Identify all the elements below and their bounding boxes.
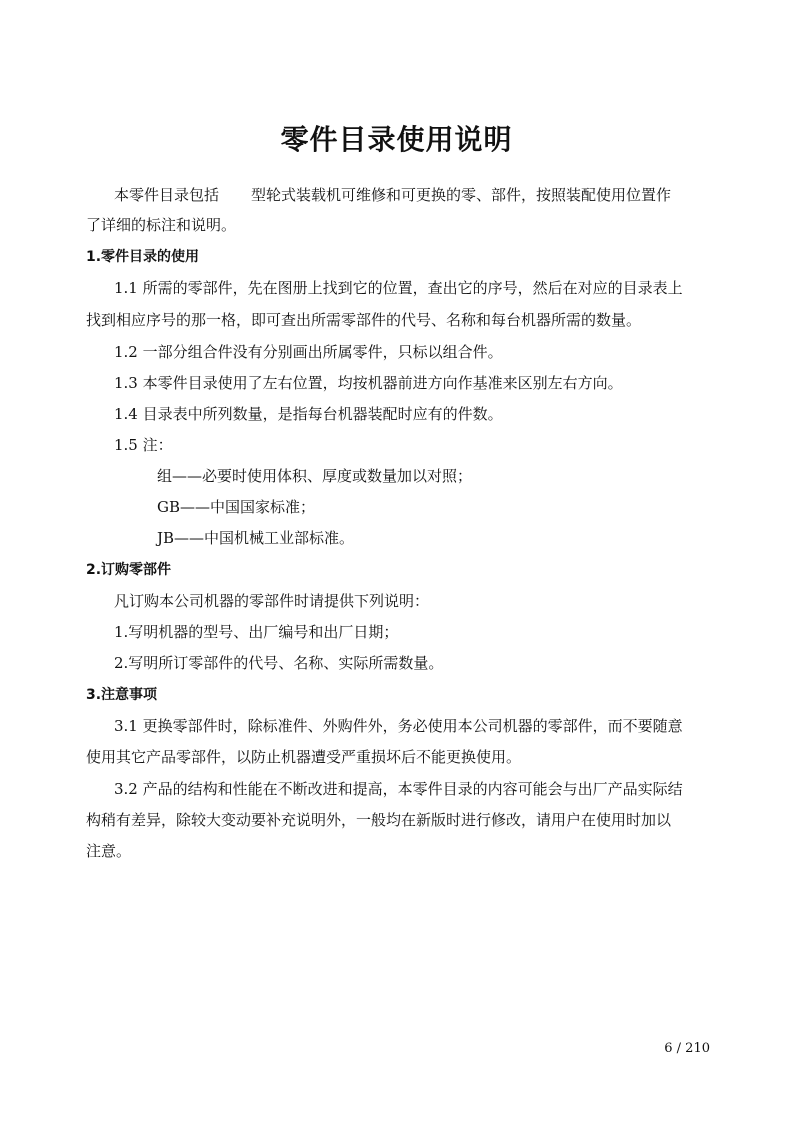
section-1-heading: 1.零件目录的使用 (86, 249, 200, 265)
note-zu: 组——必要时使用体积、厚度或数量加以对照； (157, 467, 473, 485)
note-gb: GB——中国国家标准； (157, 498, 316, 516)
para-1-2: 1.2 一部分组合件没有分别画出所属零件，只标以组合件。 (114, 343, 503, 361)
intro-line-2: 了详细的标注和说明。 (86, 216, 237, 234)
page-number: 6 / 210 (664, 1041, 710, 1056)
para-3-2-line-1: 3.2 产品的结构和性能在不断改进和提高，本零件目录的内容可能会与出厂产品实际结 (114, 780, 683, 798)
para-2-intro: 凡订购本公司机器的零部件时请提供下列说明： (114, 592, 430, 610)
para-3-1-line-2: 使用其它产品零部件，以防止机器遭受严重损坏后不能更换使用。 (86, 748, 522, 766)
para-3-1-line-1: 3.1 更换零部件时，除标准件、外购件外，务必使用本公司机器的零部件，而不要随意 (114, 717, 683, 735)
page-title: 零件目录使用说明 (280, 123, 513, 156)
intro-line-1 (114, 184, 744, 206)
para-3-2-line-3: 注意。 (86, 842, 132, 860)
para-1-3: 1.3 本零件目录使用了左右位置，均按机器前进方向作基准来区别左右方向。 (114, 374, 623, 392)
para-1-4: 1.4 目录表中所列数量，是指每台机器装配时应有的件数。 (114, 405, 503, 423)
para-3-2-line-2: 构稍有差异，除较大变动要补充说明外，一般均在新版时进行修改，请用户在使用时加以 (86, 811, 672, 829)
section-2-heading: 2.订购零部件 (86, 562, 172, 578)
para-1-5: 1.5 注： (114, 436, 173, 454)
para-2-1: 1.写明机器的型号、出厂编号和出厂日期； (114, 623, 399, 641)
intro-text-a: 本零件目录包括 (114, 186, 220, 204)
note-jb: JB——中国机械工业部标准。 (157, 529, 355, 547)
para-1-1-line-2: 找到相应序号的那一格，即可查出所需零部件的代号、名称和每台机器所需的数量。 (86, 311, 642, 329)
para-2-2: 2.写明所订零部件的代号、名称、实际所需数量。 (114, 654, 444, 672)
intro-text-b: 型轮式装载机可维修和可更换的零、部件，按照装配使用位置作 (251, 186, 672, 204)
para-1-1-line-1: 1.1 所需的零部件，先在图册上找到它的位置，查出它的序号，然后在对应的目录表上 (114, 279, 683, 297)
section-3-heading: 3.注意事项 (86, 687, 158, 703)
